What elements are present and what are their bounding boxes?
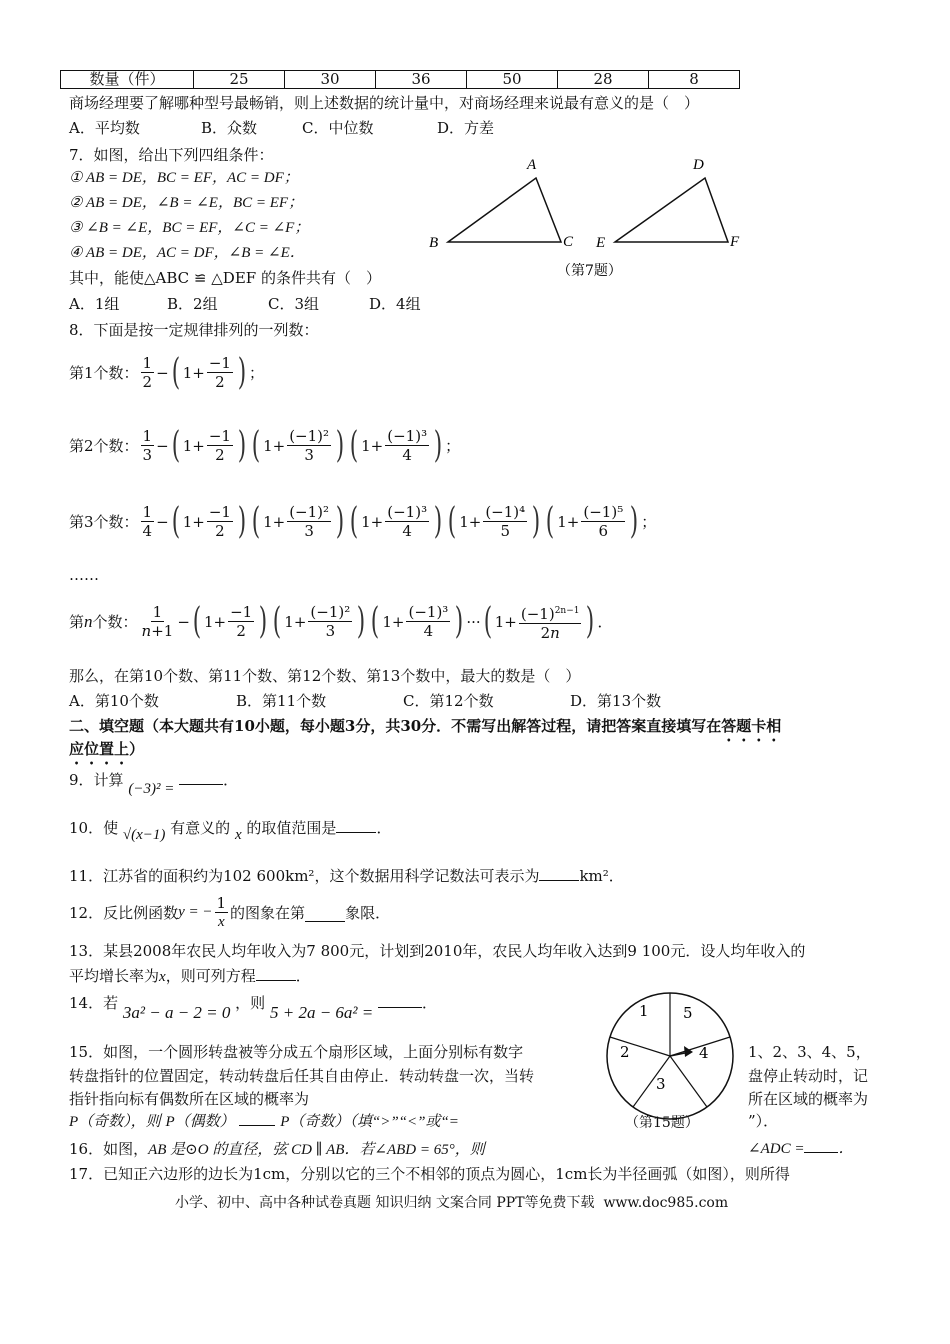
section-2-text: 二、填空题（本大题共有10小题，每小题3分，共30分．不需写出解答过程，请把答案直接填写在 — [69, 717, 722, 735]
sector-label: 5 — [683, 1004, 693, 1022]
triangle-abc — [448, 178, 561, 242]
q7-triangles-figure — [420, 150, 750, 285]
q16-end: ． — [838, 1141, 854, 1157]
q16-right — [748, 1139, 853, 1159]
q7-condition-2: ② AB = DE，∠B = ∠E，BC = EF； — [69, 195, 304, 211]
q14-answer-blank[interactable] — [378, 1007, 422, 1008]
q8-stem: 8．下面是按一定规律排列的一列数： — [69, 321, 319, 339]
q16-label: 16．如图， — [69, 1140, 149, 1158]
q12-text-2: 的图象在第 — [230, 903, 306, 922]
q10-end: ． — [376, 819, 392, 837]
q15-line-2-right: 盘停止转动时，记 — [748, 1067, 869, 1085]
q15-line-4-right: ”）． — [748, 1112, 779, 1130]
q7-option-b: B．2组 — [167, 295, 218, 313]
table-cell: 50 — [467, 71, 558, 89]
q15-line-4-c: P（奇数）（填“>”“<”或“= — [280, 1114, 459, 1130]
q6-option-b: B．众数 — [201, 119, 258, 137]
q12-text: 12．反比例函数 — [69, 903, 179, 922]
q6-option-a: A．平均数 — [69, 119, 140, 137]
q17-text: 17．已知正六边形的边长为1cm，分别以它的三个不相邻的顶点为圆心，1cm长为半径画弧（如图），则所得 — [69, 1165, 790, 1183]
q7-option-d: D．4组 — [369, 295, 421, 313]
triangle-def — [615, 178, 728, 242]
q11-answer-blank[interactable] — [539, 880, 579, 881]
footer-text: 小学、初中、高中各种试卷真题 知识归纳 文案合同 PPT等免费下载 — [175, 1195, 595, 1211]
q10-text-2: 的取值范围是 — [246, 819, 337, 837]
q15-line-3-right: 所在区域的概率为 — [748, 1090, 869, 1108]
q13-text-2: ，则可列方程 — [165, 967, 256, 985]
q6-stem: 商场经理要了解哪种型号最畅销，则上述数据的统计量中，对商场经理来说最有意义的是（ ） — [69, 94, 700, 112]
sector-label: 3 — [656, 1075, 666, 1093]
footer — [175, 1193, 728, 1213]
q8-option-b: B．第11个数 — [236, 692, 327, 710]
q8-ellipsis: …… — [69, 566, 99, 584]
q10-answer-blank[interactable] — [336, 832, 376, 833]
fraction: $\frac{-1}{2}$ — [208, 354, 231, 391]
q9-label: 9．计算 — [69, 771, 124, 789]
fraction: 1 2 — [142, 354, 153, 391]
q16-expression: ∠ADC = — [748, 1141, 805, 1157]
table-cell: 数量（件） — [61, 71, 194, 89]
q13-text: 平均增长率为 — [69, 967, 160, 985]
sector-label: 2 — [620, 1043, 630, 1061]
label-e: E — [596, 235, 606, 251]
sector-label: 1 — [639, 1002, 649, 1020]
q9 — [69, 770, 239, 797]
q7-option-c: C．3组 — [268, 295, 320, 313]
q15-line-4-a: P（奇数），则 — [69, 1114, 161, 1130]
q8-option-a: A．第10个数 — [69, 692, 159, 710]
q15-line-2: 转盘指针的位置固定，转动转盘后任其自由停止．转动转盘一次，当转 — [69, 1067, 535, 1085]
q12-text-3: 象限． — [345, 903, 391, 922]
q6-option-c: C．中位数 — [302, 119, 374, 137]
section-2-heading — [69, 716, 781, 745]
q13-answer-blank[interactable] — [256, 980, 296, 981]
q13-var: x — [159, 969, 166, 985]
q7-condition-1: ① AB = DE，BC = EF，AC = DF； — [69, 170, 299, 186]
q8-question: 那么，在第10个数、第11个数、第12个数、第13个数中，最大的数是（ ） — [69, 667, 581, 685]
q11-text: 11．江苏省的面积约为102 600km²，这个数据用科学记数法可表示为 — [69, 867, 540, 885]
q16-text: AB 是⊙O 的直径，弦 CD ∥ AB．若∠ABD = 65°，则 — [148, 1142, 485, 1158]
q15-answer-blank[interactable] — [239, 1125, 275, 1126]
q12-expression: y = − — [178, 903, 213, 920]
q10 — [69, 818, 392, 843]
table-cell: 36 — [376, 71, 467, 89]
q7-figure-caption: （第7题） — [557, 263, 622, 279]
q15-line-1-right: 1、2、3、4、5， — [748, 1043, 871, 1061]
table-cell: 30 — [285, 71, 376, 89]
q16 — [69, 1139, 485, 1160]
q14-end: ． — [422, 994, 438, 1012]
q7-option-a: A．1组 — [69, 295, 120, 313]
q10-text: 有意义的 — [170, 819, 231, 837]
q11-unit: km²． — [579, 867, 624, 885]
sector-label: 4 — [699, 1044, 709, 1062]
q8-option-c: C．第12个数 — [403, 692, 494, 710]
q6-option-d: D．方差 — [437, 119, 495, 137]
label-b: B — [429, 235, 439, 251]
q8-label-n-var: n — [84, 611, 93, 631]
q12-denominator: x — [217, 913, 225, 930]
q15-line-1: 15．如图，一个圆形转盘被等分成五个扇形区域，上面分别标有数字 — [69, 1043, 524, 1061]
q9-answer-blank[interactable] — [179, 784, 223, 785]
data-table — [60, 70, 740, 89]
q8-line-3: 第3个数： 1 4 − ( 1+ $\frac{-1}{2}$ ) ( 1+ $\frac{\text{(−1)²}}{3}$ ) ( 1+ $\frac{\text{(−1)³}}{4}$ ) ( 1+ $\frac{\text{(−1)⁴}}{5}$ ) ( 1+ $\frac{\text{(−1)⁵}}{6}$ ) ； — [69, 501, 657, 542]
q13-line-2 — [69, 966, 311, 987]
q16-answer-blank[interactable] — [804, 1152, 838, 1153]
label-f: F — [730, 234, 740, 250]
q15-line-3: 指针指向标有偶数所在区域的概率为 — [69, 1090, 310, 1108]
q8-option-d: D．第13个数 — [570, 692, 662, 710]
table-cell: 8 — [649, 71, 740, 89]
q8-line-n: 第 n 个数： 1 n+1 − ( 1+ $\frac{-1}{2}$ ) ( 1+ $\frac{\text{(−1)²}}{3}$ ) ( 1+ $\frac{\text{(−1)³}}{4}$ ) ··· ( 1+ $\frac{(-1)^{2n-1}}{2n}$ ) ． — [69, 601, 613, 642]
q8-label-3: 第3个数： — [69, 513, 139, 531]
q9-end: ． — [223, 771, 239, 789]
q9-expression: (−3)² = — [128, 781, 175, 797]
q14-text: ，则 — [235, 994, 266, 1012]
q14-label: 14．若 — [69, 994, 119, 1012]
q15-line-4-b: P（偶数） — [165, 1114, 235, 1130]
q10-label: 10．使 — [69, 819, 119, 837]
q15-line-4 — [69, 1111, 459, 1132]
table-cell: 28 — [558, 71, 649, 89]
q8-label-1: 第1个数： — [69, 364, 139, 382]
table-row — [61, 71, 740, 89]
label-d: D — [693, 157, 704, 173]
q8-label-2: 第2个数： — [69, 437, 139, 455]
arrow-icon — [684, 1046, 693, 1057]
q8-label-n-prefix: 第 — [69, 613, 85, 631]
q14-equation: 3a² − a − 2 = 0 — [122, 1003, 231, 1022]
q12-numerator: 1 — [216, 893, 227, 912]
q13-line-1: 13．某县2008年农民人均年收入为7 800元，计划到2010年，农民人均年收入达到9 100元．设人均年收入的 — [69, 942, 806, 960]
footer-url[interactable]: www.doc985.com — [603, 1195, 729, 1211]
q7-condition-4: ④ AB = DE，AC = DF，∠B = ∠E． — [69, 245, 305, 261]
q7-condition-3: ③ ∠B = ∠E，BC = EF，∠C = ∠F； — [69, 220, 310, 236]
table-cell: 25 — [194, 71, 285, 89]
q14 — [69, 993, 438, 1022]
q7-conclusion: 其中，能使△ABC ≌ △DEF 的条件共有（ ） — [69, 269, 381, 287]
q10-var: x — [234, 827, 242, 843]
label-a: A — [527, 157, 537, 173]
q15-spinner-figure — [598, 988, 743, 1133]
q10-sqrt-expression: √(x−1) — [122, 827, 166, 843]
q8-line-2: 第2个数： 1 3 − ( 1+ $\frac{-1}{2}$ ) ( 1+ $\frac{\text{(−1)²}}{3}$ ) ( 1+ $\frac{\text{(−1)³}}{4}$ ) ； — [69, 425, 461, 466]
q8-line-1: 第1个数： 1 2 − ( 1+ $\frac{-1}{2}$ ) ； — [69, 352, 265, 393]
q11 — [69, 866, 624, 886]
q8-label-n-suffix: 个数： — [92, 613, 138, 631]
label-c: C — [563, 234, 574, 250]
section-2-close: ） — [129, 740, 145, 758]
section-2-emphasis-2: 应位置上 — [69, 740, 130, 758]
section-2-heading-line2 — [69, 739, 144, 768]
q14-expression: 5 + 2a − 6a² = — [269, 1003, 374, 1022]
q7-stem: 7．如图，给出下列四组条件： — [69, 146, 274, 164]
section-2-emphasis: 答题卡相 — [721, 717, 782, 735]
q13-end: ． — [295, 967, 311, 985]
q12 — [69, 888, 390, 936]
q15-figure-caption: （第15题） — [625, 1115, 699, 1131]
q12-answer-blank[interactable] — [305, 903, 345, 922]
